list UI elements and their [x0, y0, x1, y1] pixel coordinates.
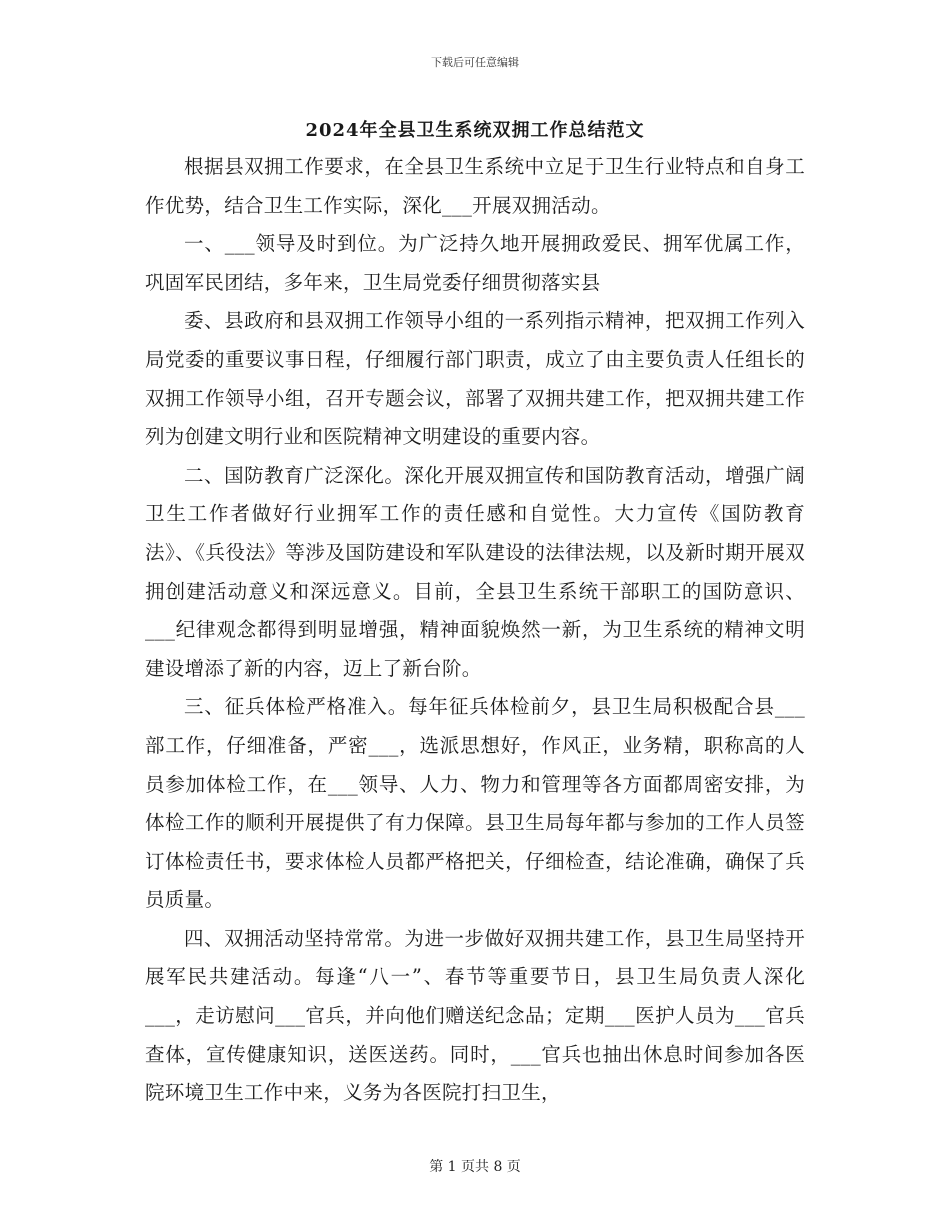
page-number: 第 1 页共 8 页: [429, 1159, 521, 1175]
paragraph-intro: 根据县双拥工作要求，在全县卫生系统中立足于卫生行业特点和自身工作优势，结合卫生工作实际，深化___开展双拥活动。: [145, 155, 805, 217]
paragraph-section-2: 二、国防教育广泛深化。深化开展双拥宣传和国防教育活动，增强广阔卫生工作者做好行业拥军工作的责任感和自觉性。大力宣传《国防教育法》、《兵役法》等涉及国防建设和军队建设的法律法规，以及新时期开展双拥创建活动意义和深远意义。目前，全县卫生系统干部职工的国防意识、___纪律观念都得到明显增强，精神面貌焕然一新，为卫生系统的精神文明建设增添了新的内容，迈上了新台阶。: [145, 463, 805, 680]
paragraph-section-4: 四、双拥活动坚持常常。为进一步做好双拥共建工作，县卫生局坚持开展军民共建活动。每逢“八一”、春节等重要节日，县卫生局负责人深化___，走访慰问___官兵，并向他们赠送纪念品；定期___医护人员为___官兵查体，宣传健康知识，送医送药。同时，___官兵也抽出休息时间参加各医院环境卫生工作中来，义务为各医院打扫卫生，: [145, 926, 805, 1105]
paragraph-section-1: 一、___领导及时到位。为广泛持久地开展拥政爱民、拥军优属工作，巩固军民团结，多年来，卫生局党委仔细贯彻落实县: [145, 232, 805, 294]
paragraph-section-1-cont: 委、县政府和县双拥工作领导小组的一系列指示精神，把双拥工作列入局党委的重要议事日程，仔细履行部门职责，成立了由主要负责人任组长的双拥工作领导小组，召开专题会议，部署了双拥共建工作，把双拥共建工作列为创建文明行业和医院精神文明建设的重要内容。: [145, 309, 805, 449]
document-body: [145, 148, 805, 1113]
document-title: 2024年全县卫生系统双拥工作总结范文: [305, 120, 645, 141]
paragraph-section-3: 三、征兵体检严格准入。每年征兵体检前夕，县卫生局积极配合县___部工作，仔细准备，严密___，选派思想好，作风正，业务精，职称高的人员参加体检工作，在___领导、人力、物力和管理等各方面都周密安排，为体检工作的顺利开展提供了有力保障。县卫生局每年都与参加的工作人员签订体检责任书，要求体检人员都严格把关，仔细检查，结论准确，确保了兵员质量。: [145, 695, 805, 912]
page-header-note: 下载后可任意编辑: [431, 56, 519, 69]
